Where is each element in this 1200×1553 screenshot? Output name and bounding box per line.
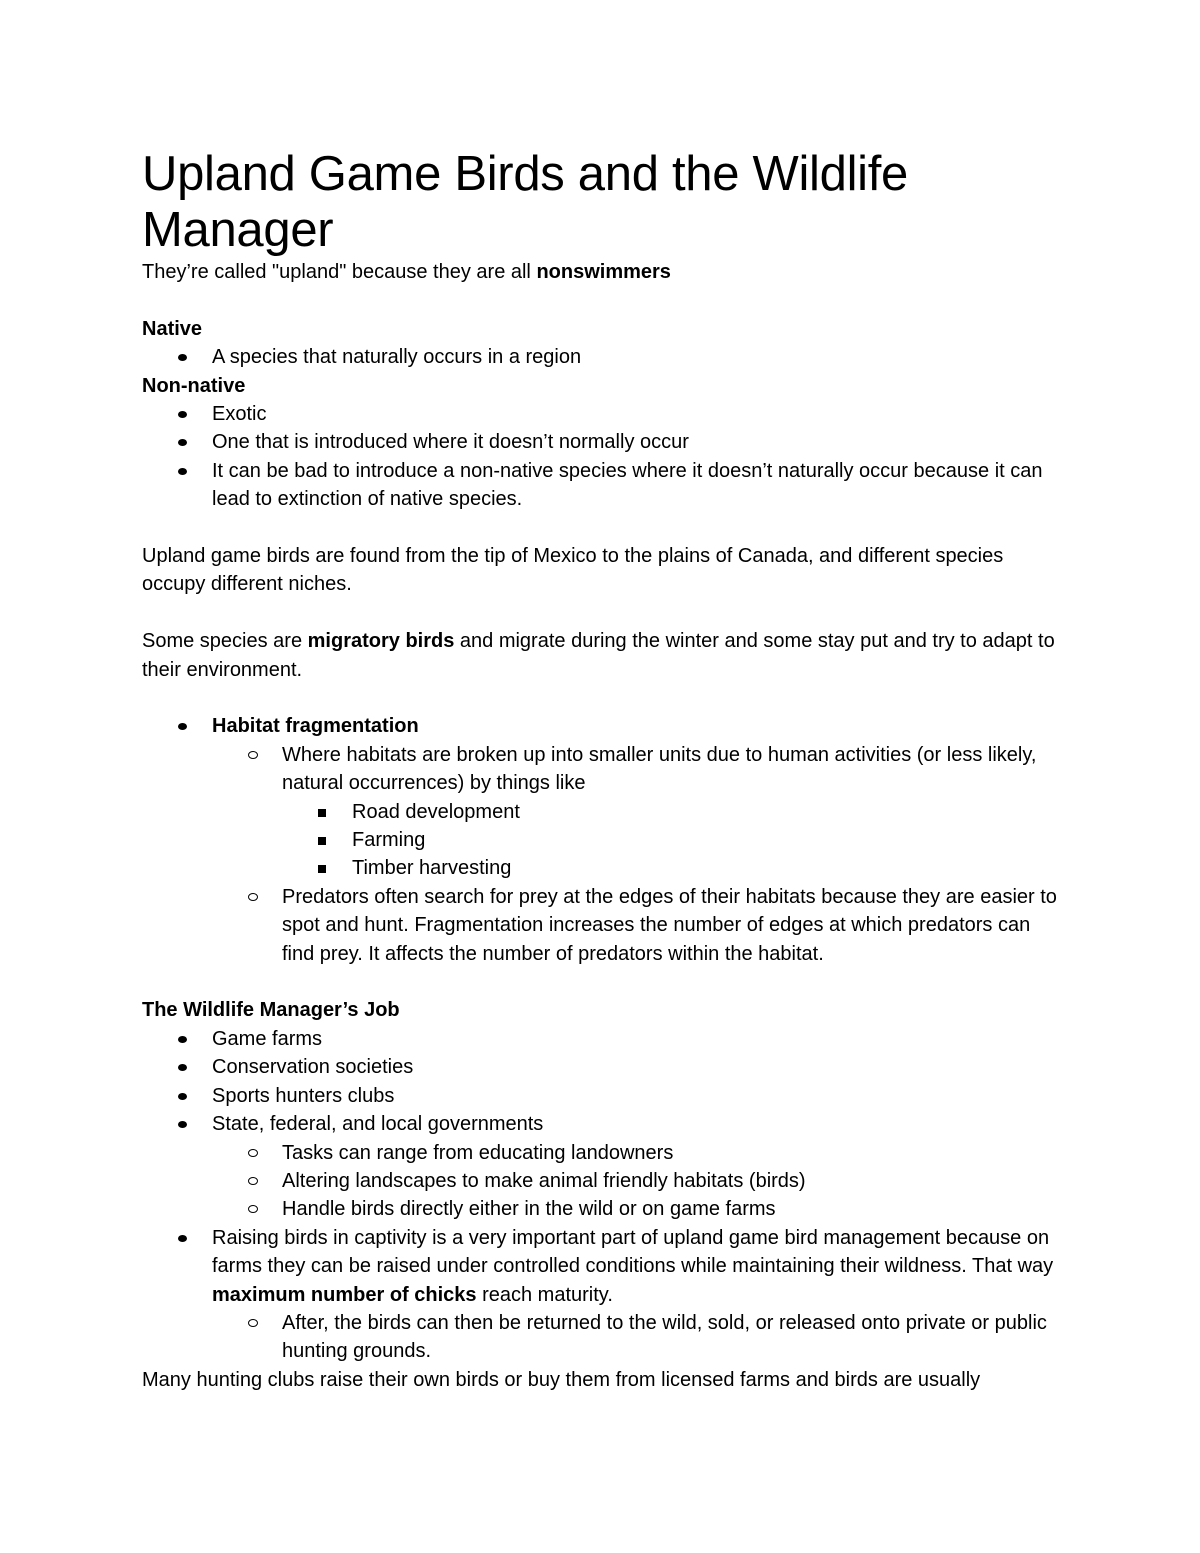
list-item: Altering landscapes to make animal friendly habitats (birds) bbox=[142, 1167, 1062, 1195]
list-item: After, the birds can then be returned to the wild, sold, or released onto private or public hunting grounds. bbox=[142, 1309, 1062, 1366]
intro-text: They’re called "upland" because they are all bbox=[142, 261, 537, 283]
intro-bold-term: nonswimmers bbox=[536, 261, 671, 283]
list-item: Where habitats are broken up into smaller units due to human activities (or less likely, natural occurrences) by things like bbox=[142, 741, 1062, 798]
bullet-icon bbox=[178, 1121, 187, 1128]
list-item: A species that naturally occurs in a region bbox=[142, 343, 1062, 371]
square-bullet-icon bbox=[318, 837, 326, 845]
bullet-icon bbox=[178, 468, 187, 475]
intro-paragraph bbox=[142, 258, 1062, 286]
native-list bbox=[142, 343, 1062, 371]
list-item: Conservation societies bbox=[142, 1053, 1062, 1081]
range-paragraph: Upland game birds are found from the tip of Mexico to the plains of Canada, and different species occupy different niches. bbox=[142, 545, 1004, 596]
square-bullet-icon bbox=[318, 865, 326, 873]
migratory-paragraph: Some species are migratory birds and migrate during the winter and some stay put and try to adapt to their environment. bbox=[142, 630, 1055, 681]
circle-bullet-icon bbox=[248, 1319, 258, 1327]
bullet-icon bbox=[178, 723, 187, 730]
list-item: Timber harvesting bbox=[142, 854, 1062, 882]
fragmentation-heading: Habitat fragmentation bbox=[212, 715, 419, 738]
closing-paragraph: Many hunting clubs raise their own birds or buy them from licensed farms and birds are usually bbox=[142, 1368, 981, 1391]
list-item: Exotic bbox=[142, 400, 1062, 428]
list-item: State, federal, and local governments bbox=[142, 1110, 1062, 1138]
native-heading: Native bbox=[142, 317, 203, 340]
bullet-icon bbox=[178, 1235, 187, 1242]
list-item bbox=[142, 712, 1062, 740]
square-bullet-icon bbox=[318, 809, 326, 817]
bullet-icon bbox=[178, 1093, 187, 1100]
bullet-icon bbox=[178, 354, 187, 361]
circle-bullet-icon bbox=[248, 1177, 258, 1185]
bullet-icon bbox=[178, 411, 187, 418]
page-title: Upland Game Birds and the Wildlife Manager bbox=[142, 147, 909, 257]
circle-bullet-icon bbox=[248, 751, 258, 759]
list-item: Predators often search for prey at the edges of their habitats because they are easier to spot and hunt. Fragmentation increases the number of edges at which predators can find prey. It affects the number of predators within the habitat. bbox=[142, 883, 1062, 968]
fragmentation-list bbox=[142, 712, 1062, 968]
list-item: Sports hunters clubs bbox=[142, 1082, 1062, 1110]
bullet-icon bbox=[178, 1036, 187, 1043]
non-native-heading: Non-native bbox=[142, 374, 246, 397]
bullet-icon bbox=[178, 439, 187, 446]
circle-bullet-icon bbox=[248, 1149, 258, 1157]
circle-bullet-icon bbox=[248, 893, 258, 901]
circle-bullet-icon bbox=[248, 1205, 258, 1213]
list-item: Farming bbox=[142, 826, 1062, 854]
non-native-list bbox=[142, 400, 1062, 514]
list-item: Road development bbox=[142, 798, 1062, 826]
list-item: Handle birds directly either in the wild or on game farms bbox=[142, 1195, 1062, 1223]
manager-list bbox=[142, 1025, 1062, 1366]
list-item: Tasks can range from educating landowners bbox=[142, 1139, 1062, 1167]
list-item: Raising birds in captivity is a very important part of upland game bird management because on farms they can be raised under controlled conditions while maintaining their wildness. That way maximum number of chicks reach maturity. bbox=[142, 1224, 1062, 1309]
document-page bbox=[142, 146, 1062, 1394]
list-item: It can be bad to introduce a non-native species where it doesn’t naturally occur because it can lead to extinction of native species. bbox=[142, 457, 1062, 514]
list-item: Game farms bbox=[142, 1025, 1062, 1053]
list-item: One that is introduced where it doesn’t normally occur bbox=[142, 428, 1062, 456]
manager-heading: The Wildlife Manager’s Job bbox=[142, 999, 400, 1022]
bullet-icon bbox=[178, 1064, 187, 1071]
migratory-bold-term: migratory birds bbox=[307, 630, 455, 653]
raising-bold-term: maximum number of chicks bbox=[212, 1283, 477, 1306]
